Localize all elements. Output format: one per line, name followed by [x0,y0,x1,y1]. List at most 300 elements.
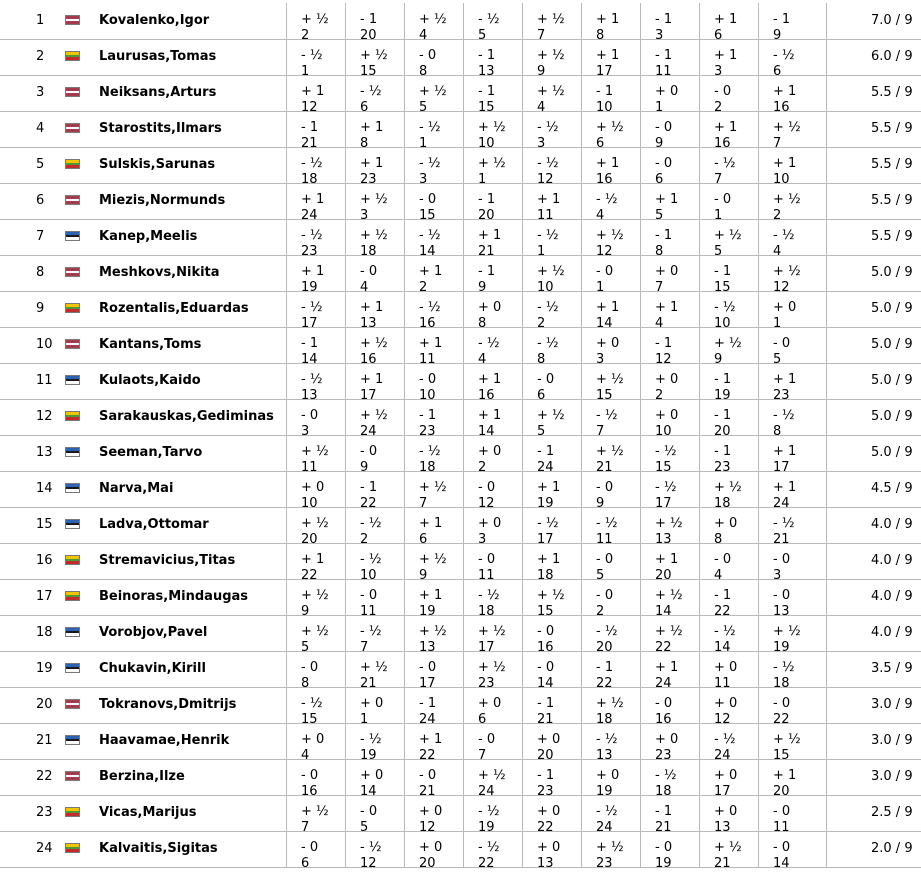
round-result: + ½ [360,408,388,423]
total-score: 3.0 / 9 [871,697,913,712]
table-row [0,39,921,79]
round-opponent: 3 [419,172,428,187]
total-score-cell [826,147,921,183]
player-name[interactable]: Vicas,Marijus [99,805,197,820]
round-opponent: 2 [419,280,428,295]
round-result-cell [286,147,345,187]
round-result: + 0 [478,696,502,711]
round-opponent: 13 [478,64,495,79]
round-opponent: 10 [773,172,790,187]
round-result: - 0 [773,588,791,603]
round-result: + 0 [655,732,679,747]
total-score: 4.0 / 9 [871,517,913,532]
round-result-cell [463,3,522,43]
country-flag-icon [65,411,80,421]
round-result-cell [522,759,581,799]
total-score-cell [826,363,921,399]
round-result: + ½ [301,12,329,27]
round-result: - 0 [478,480,496,495]
total-score-cell [826,327,921,363]
round-result: - ½ [773,408,795,423]
round-result-cell [404,507,463,547]
round-opponent: 6 [596,136,605,151]
table-row [0,327,921,367]
round-result-cell [522,255,581,295]
round-result-cell [522,507,581,547]
total-score: 4.0 / 9 [871,625,913,640]
round-result-cell [699,147,758,187]
table-row [0,651,921,691]
round-result-cell [286,651,345,691]
round-opponent: 22 [714,604,731,619]
round-result: + 1 [773,768,797,783]
round-result: + 0 [419,804,443,819]
total-score: 7.0 / 9 [871,13,913,28]
player-name[interactable]: Kantans,Toms [99,337,202,352]
round-opponent: 18 [537,568,554,583]
round-result-cell [640,399,699,439]
country-flag-icon [65,159,80,169]
round-result-cell [286,543,345,583]
round-result: + ½ [596,372,624,387]
total-score-cell [826,3,921,39]
round-result-cell [758,39,817,79]
round-result-cell [345,39,404,79]
round-opponent: 12 [714,712,731,727]
round-opponent: 13 [714,820,731,835]
round-result: - ½ [655,768,677,783]
round-opponent: 24 [773,496,790,511]
round-result-cell [699,507,758,547]
round-result-cell [345,399,404,439]
round-result-cell [522,363,581,403]
total-score: 3.5 / 9 [871,661,913,676]
rank-number: 23 [36,805,53,820]
round-result: - ½ [537,336,559,351]
round-result-cell [463,75,522,115]
round-result: + 1 [478,408,502,423]
country-flag-icon [65,483,80,493]
round-opponent: 15 [596,388,613,403]
round-opponent: 3 [478,532,487,547]
round-result: + 1 [419,732,443,747]
round-result-cell [581,183,640,223]
round-result-cell [699,183,758,223]
round-opponent: 21 [714,856,731,871]
round-opponent: 1 [773,316,782,331]
round-opponent: 4 [478,352,487,367]
round-result-cell [699,579,758,619]
round-result-cell [404,3,463,43]
round-opponent: 15 [301,712,318,727]
round-result: - 1 [714,444,732,459]
round-result-cell [404,651,463,691]
round-result: + 0 [655,372,679,387]
round-result: - ½ [596,624,618,639]
total-score-cell [826,651,921,687]
round-opponent: 6 [655,172,664,187]
round-opponent: 12 [655,352,672,367]
round-result: - 0 [419,48,437,63]
round-result: + ½ [537,588,565,603]
round-result: - ½ [419,300,441,315]
round-opponent: 5 [773,352,782,367]
round-result-cell [463,579,522,619]
round-result-cell [758,147,817,187]
round-opponent: 14 [773,856,790,871]
round-opponent: 3 [301,424,310,439]
table-row [0,795,921,835]
round-result-cell [581,651,640,691]
player-name[interactable]: Meshkovs,Nikita [99,265,220,280]
round-result-cell [758,255,817,295]
round-result-cell [404,255,463,295]
total-score: 2.0 / 9 [871,841,913,856]
round-opponent: 15 [537,604,554,619]
round-result: - ½ [360,84,382,99]
round-result: - ½ [301,696,323,711]
round-result-cell [581,435,640,475]
player-name[interactable]: Kanep,Meelis [99,229,198,244]
round-result: - 0 [301,408,319,423]
round-opponent: 17 [301,316,318,331]
round-result-cell [581,111,640,151]
player-name[interactable]: Miezis,Normunds [99,193,226,208]
round-opponent: 11 [537,208,554,223]
round-opponent: 11 [360,604,377,619]
round-result: - ½ [301,228,323,243]
country-flag-icon [65,303,80,313]
player-name[interactable]: Rozentalis,Eduardas [99,301,249,316]
round-result: - ½ [301,156,323,171]
round-result-cell [581,543,640,583]
round-result-cell [345,327,404,367]
player-name[interactable]: Seeman,Tarvo [99,445,203,460]
round-result: + 1 [419,264,443,279]
round-opponent: 5 [596,568,605,583]
round-opponent: 20 [773,784,790,799]
round-result: - 1 [537,768,555,783]
country-flag-icon [65,555,80,565]
round-opponent: 11 [714,676,731,691]
round-result-cell [345,3,404,43]
round-opponent: 2 [773,208,782,223]
round-result-cell [404,543,463,583]
round-opponent: 3 [360,208,369,223]
rank-number: 8 [36,265,45,280]
round-opponent: 6 [360,100,369,115]
round-result-cell [699,651,758,691]
round-result: - 1 [360,480,378,495]
round-result-cell [581,687,640,727]
round-result: + 1 [596,156,620,171]
player-name[interactable]: Kulaots,Kaido [99,373,201,388]
total-score: 4.0 / 9 [871,589,913,604]
round-result: - 0 [301,840,319,855]
round-result-cell [758,651,817,691]
round-opponent: 24 [714,748,731,763]
round-opponent: 12 [360,856,377,871]
round-result-cell [640,687,699,727]
round-opponent: 19 [655,856,672,871]
round-opponent: 4 [360,280,369,295]
round-result-cell [699,543,758,583]
table-row [0,543,921,583]
round-result-cell [699,39,758,79]
round-result: + ½ [596,696,624,711]
round-result-cell [581,471,640,511]
round-result-cell [758,363,817,403]
round-result: + ½ [714,840,742,855]
rank-number: 17 [36,589,53,604]
player-name[interactable]: Haavamae,Henrik [99,733,230,748]
round-opponent: 24 [596,820,613,835]
round-result: + ½ [478,624,506,639]
round-opponent: 24 [537,460,554,475]
player-name[interactable]: Chukavin,Kirill [99,661,206,676]
round-result: + 1 [596,48,620,63]
round-result: + 1 [478,228,502,243]
round-result: + 1 [537,552,561,567]
round-opponent: 13 [301,388,318,403]
round-result-cell [758,399,817,439]
round-result: + ½ [419,12,447,27]
rank-number: 24 [36,841,53,856]
round-opponent: 21 [419,784,436,799]
round-opponent: 4 [301,748,310,763]
round-opponent: 3 [655,28,664,43]
round-result-cell [699,471,758,511]
round-opponent: 15 [478,100,495,115]
round-result-cell [581,255,640,295]
total-score-cell [826,399,921,435]
round-result: - ½ [714,624,736,639]
total-score: 5.0 / 9 [871,265,913,280]
rank-number: 12 [36,409,53,424]
rank-number: 9 [36,301,45,316]
round-opponent: 4 [714,568,723,583]
round-result: + ½ [419,624,447,639]
round-result: + ½ [596,120,624,135]
rank-number: 22 [36,769,53,784]
round-result-cell [699,3,758,43]
round-opponent: 1 [478,172,487,187]
round-result: - 0 [655,120,673,135]
round-result-cell [640,471,699,511]
round-opponent: 22 [773,712,790,727]
round-result-cell [640,723,699,763]
round-opponent: 15 [419,208,436,223]
round-result: - 1 [419,408,437,423]
rank-number: 6 [36,193,45,208]
round-result-cell [404,39,463,79]
round-opponent: 8 [773,424,782,439]
player-name[interactable]: Kovalenko,Igor [99,13,210,28]
table-row [0,507,921,547]
round-result: + ½ [714,480,742,495]
round-result: - ½ [773,48,795,63]
round-result-cell [286,399,345,439]
country-flag-icon [65,15,80,25]
round-result: - 0 [419,660,437,675]
round-result-cell [463,651,522,691]
round-result-cell [581,579,640,619]
round-result: - 0 [714,84,732,99]
round-result-cell [522,75,581,115]
round-opponent: 11 [773,820,790,835]
round-result: - ½ [478,12,500,27]
country-flag-icon [65,87,80,97]
table-row [0,759,921,799]
round-opponent: 3 [537,136,546,151]
player-name[interactable]: Beinoras,Mindaugas [99,589,249,604]
round-result: + 0 [655,84,679,99]
round-result: - 0 [655,840,673,855]
round-result-cell [345,507,404,547]
country-flag-icon [65,339,80,349]
round-result: + ½ [478,156,506,171]
round-result-cell [758,219,817,259]
round-opponent: 2 [655,388,664,403]
round-result-cell [404,75,463,115]
round-result-cell [286,75,345,115]
round-result: + ½ [537,48,565,63]
player-name[interactable]: Ladva,Ottomar [99,517,209,532]
player-name[interactable]: Laurusas,Tomas [99,49,217,64]
round-result: + ½ [360,48,388,63]
round-opponent: 14 [714,640,731,655]
round-result-cell [640,651,699,691]
round-result: - 1 [655,12,673,27]
round-result: + ½ [773,732,801,747]
player-name[interactable]: Stremavicius,Titas [99,553,236,568]
round-opponent: 24 [655,676,672,691]
round-result-cell [404,687,463,727]
total-score-cell [826,435,921,471]
round-result-cell [699,111,758,151]
player-name[interactable]: Starostits,Ilmars [99,121,222,136]
player-name[interactable]: Neiksans,Arturs [99,85,217,100]
round-result: - 0 [360,264,378,279]
round-result-cell [699,723,758,763]
country-flag-icon [65,807,80,817]
round-opponent: 5 [478,28,487,43]
round-opponent: 1 [537,244,546,259]
round-result-cell [345,291,404,331]
round-result-cell [581,759,640,799]
country-flag-icon [65,51,80,61]
round-result: - 0 [537,624,555,639]
round-result: + ½ [773,120,801,135]
player-name[interactable]: Kalvaitis,Sigitas [99,841,218,856]
player-name[interactable]: Sulskis,Sarunas [99,157,216,172]
round-opponent: 2 [301,28,310,43]
round-result: + ½ [419,480,447,495]
round-result-cell [286,219,345,259]
round-opponent: 15 [655,460,672,475]
round-result: + ½ [714,228,742,243]
round-opponent: 23 [655,748,672,763]
round-result-cell [640,327,699,367]
round-result: - ½ [537,156,559,171]
round-result: + 1 [537,480,561,495]
total-score-cell [826,507,921,543]
round-result-cell [345,723,404,763]
round-opponent: 23 [714,460,731,475]
round-result-cell [699,831,758,871]
round-result: - 0 [301,660,319,675]
round-opponent: 5 [537,424,546,439]
round-opponent: 16 [773,100,790,115]
round-result: - ½ [419,228,441,243]
round-result: + ½ [773,624,801,639]
round-result-cell [640,435,699,475]
round-result: + 1 [714,120,738,135]
total-score-cell [826,543,921,579]
round-result: - ½ [478,840,500,855]
round-opponent: 2 [714,100,723,115]
round-result: - 1 [714,264,732,279]
player-name[interactable]: Narva,Mai [99,481,174,496]
round-result: - 0 [596,480,614,495]
round-opponent: 8 [537,352,546,367]
round-result: + 0 [596,336,620,351]
round-opponent: 12 [478,496,495,511]
total-score: 5.0 / 9 [871,445,913,460]
round-result-cell [404,579,463,619]
round-result: - ½ [773,660,795,675]
player-name[interactable]: Vorobjov,Pavel [99,625,208,640]
round-opponent: 1 [714,208,723,223]
round-result: - ½ [360,624,382,639]
round-opponent: 8 [714,532,723,547]
round-opponent: 10 [478,136,495,151]
player-name[interactable]: Tokranovs,Dmitrijs [99,697,237,712]
round-result: + 0 [655,264,679,279]
round-opponent: 23 [773,388,790,403]
round-opponent: 17 [714,784,731,799]
player-name[interactable]: Berzina,Ilze [99,769,185,784]
table-row [0,3,921,43]
round-result-cell [463,615,522,655]
round-opponent: 20 [419,856,436,871]
round-result: + ½ [537,12,565,27]
round-result: - 1 [478,48,496,63]
round-opponent: 23 [596,856,613,871]
round-result: - 0 [537,660,555,675]
round-opponent: 10 [360,568,377,583]
rank-number: 21 [36,733,53,748]
round-result-cell [699,759,758,799]
player-name[interactable]: Sarakauskas,Gediminas [99,409,274,424]
round-opponent: 9 [714,352,723,367]
round-result-cell [345,183,404,223]
round-result: + ½ [596,840,624,855]
round-result: + 1 [360,300,384,315]
round-result-cell [699,795,758,835]
round-result: + 1 [655,660,679,675]
round-result: + 0 [714,696,738,711]
round-result-cell [404,363,463,403]
round-result-cell [404,723,463,763]
round-result-cell [699,615,758,655]
round-result-cell [463,543,522,583]
country-flag-icon [65,627,80,637]
round-result-cell [463,147,522,187]
round-result-cell [463,327,522,367]
round-opponent: 1 [655,100,664,115]
round-opponent: 17 [360,388,377,403]
